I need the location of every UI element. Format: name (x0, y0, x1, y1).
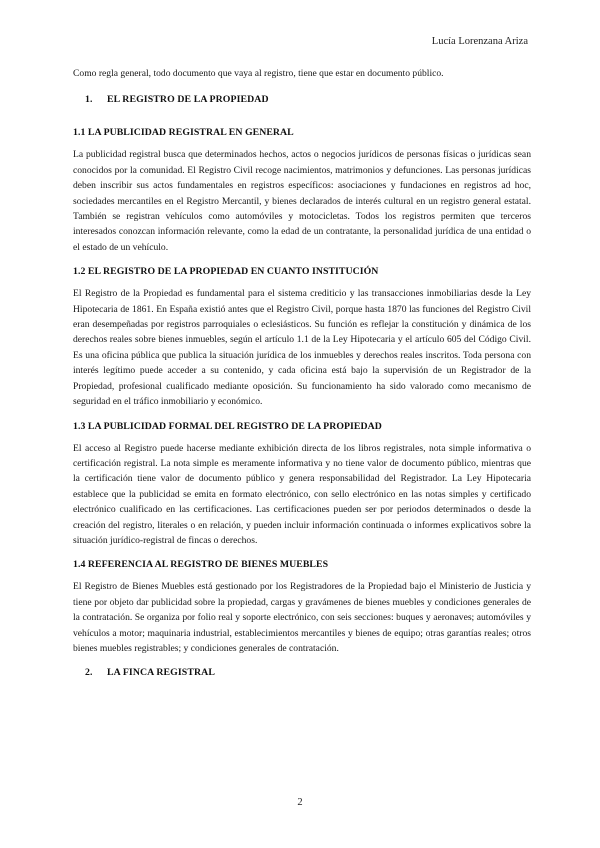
header-author: Lucía Lorenzana Ariza (431, 36, 528, 47)
section-1-4 (73, 559, 531, 656)
chapter-number: 1. (85, 94, 93, 106)
section-1-1 (73, 127, 531, 255)
section-1-2 (73, 266, 531, 409)
section-heading: 1.2 EL REGISTRO DE LA PROPIEDAD EN CUANTO INSTITUCIÓN (73, 266, 379, 278)
section-heading: 1.3 LA PUBLICIDAD FORMAL DEL REGISTRO DE LA PROPIEDAD (73, 420, 382, 432)
chapter-title: EL REGISTRO DE LA PROPIEDAD (107, 94, 269, 106)
section-heading: 1.1 LA PUBLICIDAD REGISTRAL EN GENERAL (73, 127, 294, 139)
section-paragraph: El Registro de la Propiedad es fundamental para el sistema crediticio y las transacciones inmobiliarias desde la Ley Hipotecaria de 1861. En España existió antes que el Registro Civil, porque hasta 1870 las funciones del Registro Civil eran desempeñadas por registros parroquiales o eclesiásticos. Su función es reflejar la constitución y dinámica de los derechos reales sobre bienes inmuebles, según el artículo 1.1 de la Ley Hipotecaria y el artículo 605 del Código Civil. Es una oficina pública que publica la situación jurídica de los inmuebles y derechos reales inscritos. Toda persona con interés legítimo puede acceder a su contenido, y cada oficina está bajo la supervisión de un Registrador de la Propiedad, profesional cualificado mediante oposición. Su funcionamiento ha sido valorado como mecanismo de seguridad en el tráfico inmobiliario y económico. (73, 288, 531, 408)
page-number: 2 (297, 797, 303, 808)
intro-paragraph: Como regla general, todo documento que vaya al registro, tiene que estar en documento público. (73, 68, 444, 79)
section-heading: 1.4 REFERENCIA AL REGISTRO DE BIENES MUEBLES (73, 559, 329, 571)
section-paragraph: El acceso al Registro puede hacerse mediante exhibición directa de los libros registrales, nota simple informativa o certificación registral. La nota simple es meramente informativa y no tiene valor de documento público, mientras que la certificación tiene valor de documento público y genera responsabilidad del Registrador. La Ley Hipotecaria establece que la publicidad se emita en formato electrónico, con sello electrónico en las notas simples y certificado electrónico cualificado en las certificaciones. Las certificaciones pueden ser por periodos determinados o desde la creación del registro, literales o en relación, y pueden incluir información continuada o informes explicativos sobre la situación jurídico-registral de fincas o derechos. (73, 442, 531, 546)
document-body (73, 66, 531, 700)
chapter-title: LA FINCA REGISTRAL (107, 667, 215, 679)
section-paragraph: La publicidad registral busca que determinados hechos, actos o negocios jurídicos de personas físicas o jurídicas sean conocidos por la comunidad. El Registro Civil recoge nacimientos, matrimonios y defunciones. Las personas jurídicas deben inscribir sus actos fundamentales en registros específicos: asociaciones y fundaciones en registros ad hoc, sociedades mercantiles en el Registro Mercantil, y bienes declarados de interés cultural en un registro general estatal. También se registran vehículos como automóviles y motocicletas. Todos los registros permiten que terceros interesados conozcan información relevante, como la edad de un contratante, la personalidad jurídica de una entidad o el estado de un vehículo. (73, 149, 531, 253)
chapter-heading-2 (85, 667, 531, 678)
chapter-number: 2. (85, 667, 93, 679)
chapter-heading-1 (85, 94, 531, 105)
section-1-3 (73, 421, 531, 549)
section-paragraph: El Registro de Bienes Muebles está gestionado por los Registradores de la Propiedad bajo el Ministerio de Justicia y tiene por objeto dar publicidad sobre la propiedad, cargas y gravámenes de bienes muebles y condiciones generales de la contratación. Se organiza por folio real y soporte electrónico, con seis secciones: buques y aeronaves; automóviles y vehículos a motor; maquinaria industrial, establecimientos mercantiles y bienes de equipo; otras garantías reales; otros bienes muebles registrables; y condiciones generales de contratación. (73, 581, 531, 654)
